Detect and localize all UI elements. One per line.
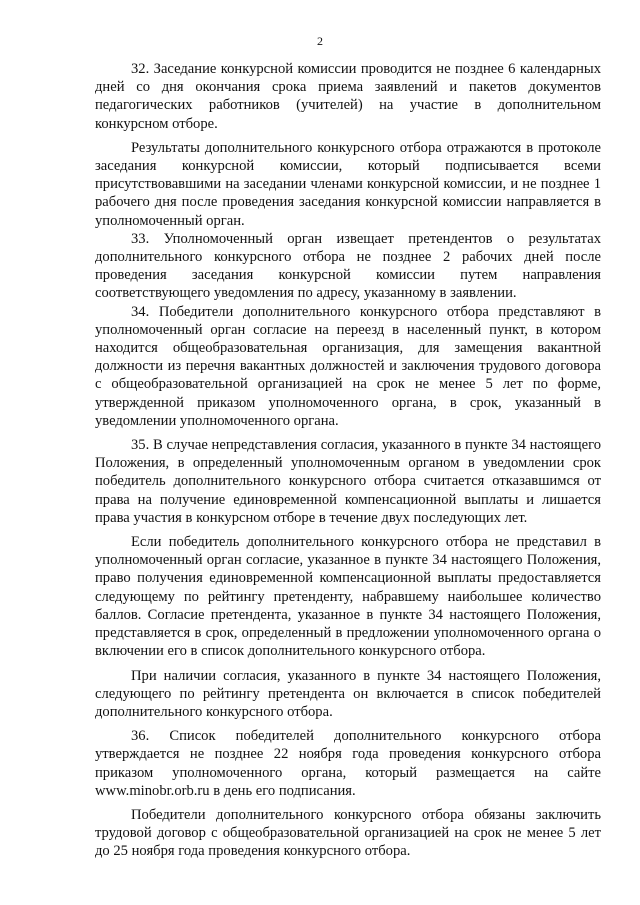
paragraph-32: 32. Заседание конкурсной комиссии проводится не позднее 6 календарных дней со дня окончания срока приема заявлений и пакетов документов педагогических работников (учителей) на участие в дополнительном конкурсном отборе. xyxy=(95,61,601,132)
paragraph-36-contract: Победители дополнительного конкурсного отбора обязаны заключить трудовой договор с общеобразовательной организацией на срок не менее 5 лет до 25 ноября года проведения конкурсного отбора. xyxy=(95,806,601,860)
paragraph-36: 36. Список победителей дополнительного конкурсного отбора утверждается не позднее 22 ноября года проведения конкурсного отбора приказом уполномоченного органа, который размещается на сайте www.minobr.orb.ru в день его подписания. xyxy=(95,728,601,799)
paragraph-32-results: Результаты дополнительного конкурсного отбора отражаются в протоколе заседания конкурсной комиссии, который подписывается всеми присутствовавшими на заседании членами конкурсной комиссии, и не позднее 1 рабочего дня после проведения заседания конкурсной комиссии направляется в уполномоченный орган. xyxy=(95,139,601,229)
paragraph-35-inclusion: При наличии согласия, указанного в пункте 34 настоящего Положения, следующего по рейтингу претендента он включается в список победителей дополнительного конкурсного отбора. xyxy=(95,667,601,720)
paragraph-34: 34. Победители дополнительного конкурсного отбора представляют в уполномоченный орган согласие на переезд в населенный пункт, в котором находится общеобразовательная организация, для замещения вакантной должности из перечня вакантных должностей и заключения трудового договора с общеобразовательной организацией на срок не менее 5 лет по форме, утвержденной приказом уполномоченного органа, в срок, указанный в уведомлении уполномоченного органа. xyxy=(95,303,601,429)
paragraph-35-consent: Если победитель дополнительного конкурсного отбора не представил в уполномоченный орган согласие, указанное в пункте 34 настоящего Положения, право получения единовременной компенсационной выплаты предоставляется следующему по рейтингу претенденту, набравшему наибольшее количество баллов. Согласие претендента, указанное в пункте 34 настоящего Положения, представляется в срок, определенный в предложении уполномоченного органа о включении его в список дополнительного конкурсного отбора. xyxy=(95,534,601,660)
paragraph-33: 33. Уполномоченный орган извещает претендентов о результатах дополнительного конкурсного отбора не позднее 2 рабочих дней после проведения заседания конкурсной комиссии путем направления соответствующего уведомления по адресу, указанному в заявлении. xyxy=(95,230,601,302)
document-body xyxy=(95,60,601,861)
paragraph-35: 35. В случае непредставления согласия, указанного в пункте 34 настоящего Положения, в определенный уполномоченным органом в уведомлении срок победитель дополнительного конкурсного отбора считается отказавшимся от права на получение единовременной компенсационной выплаты и лишается права участия в конкурсном отборе в течение двух последующих лет. xyxy=(95,437,601,526)
page-number: 2 xyxy=(317,34,323,48)
